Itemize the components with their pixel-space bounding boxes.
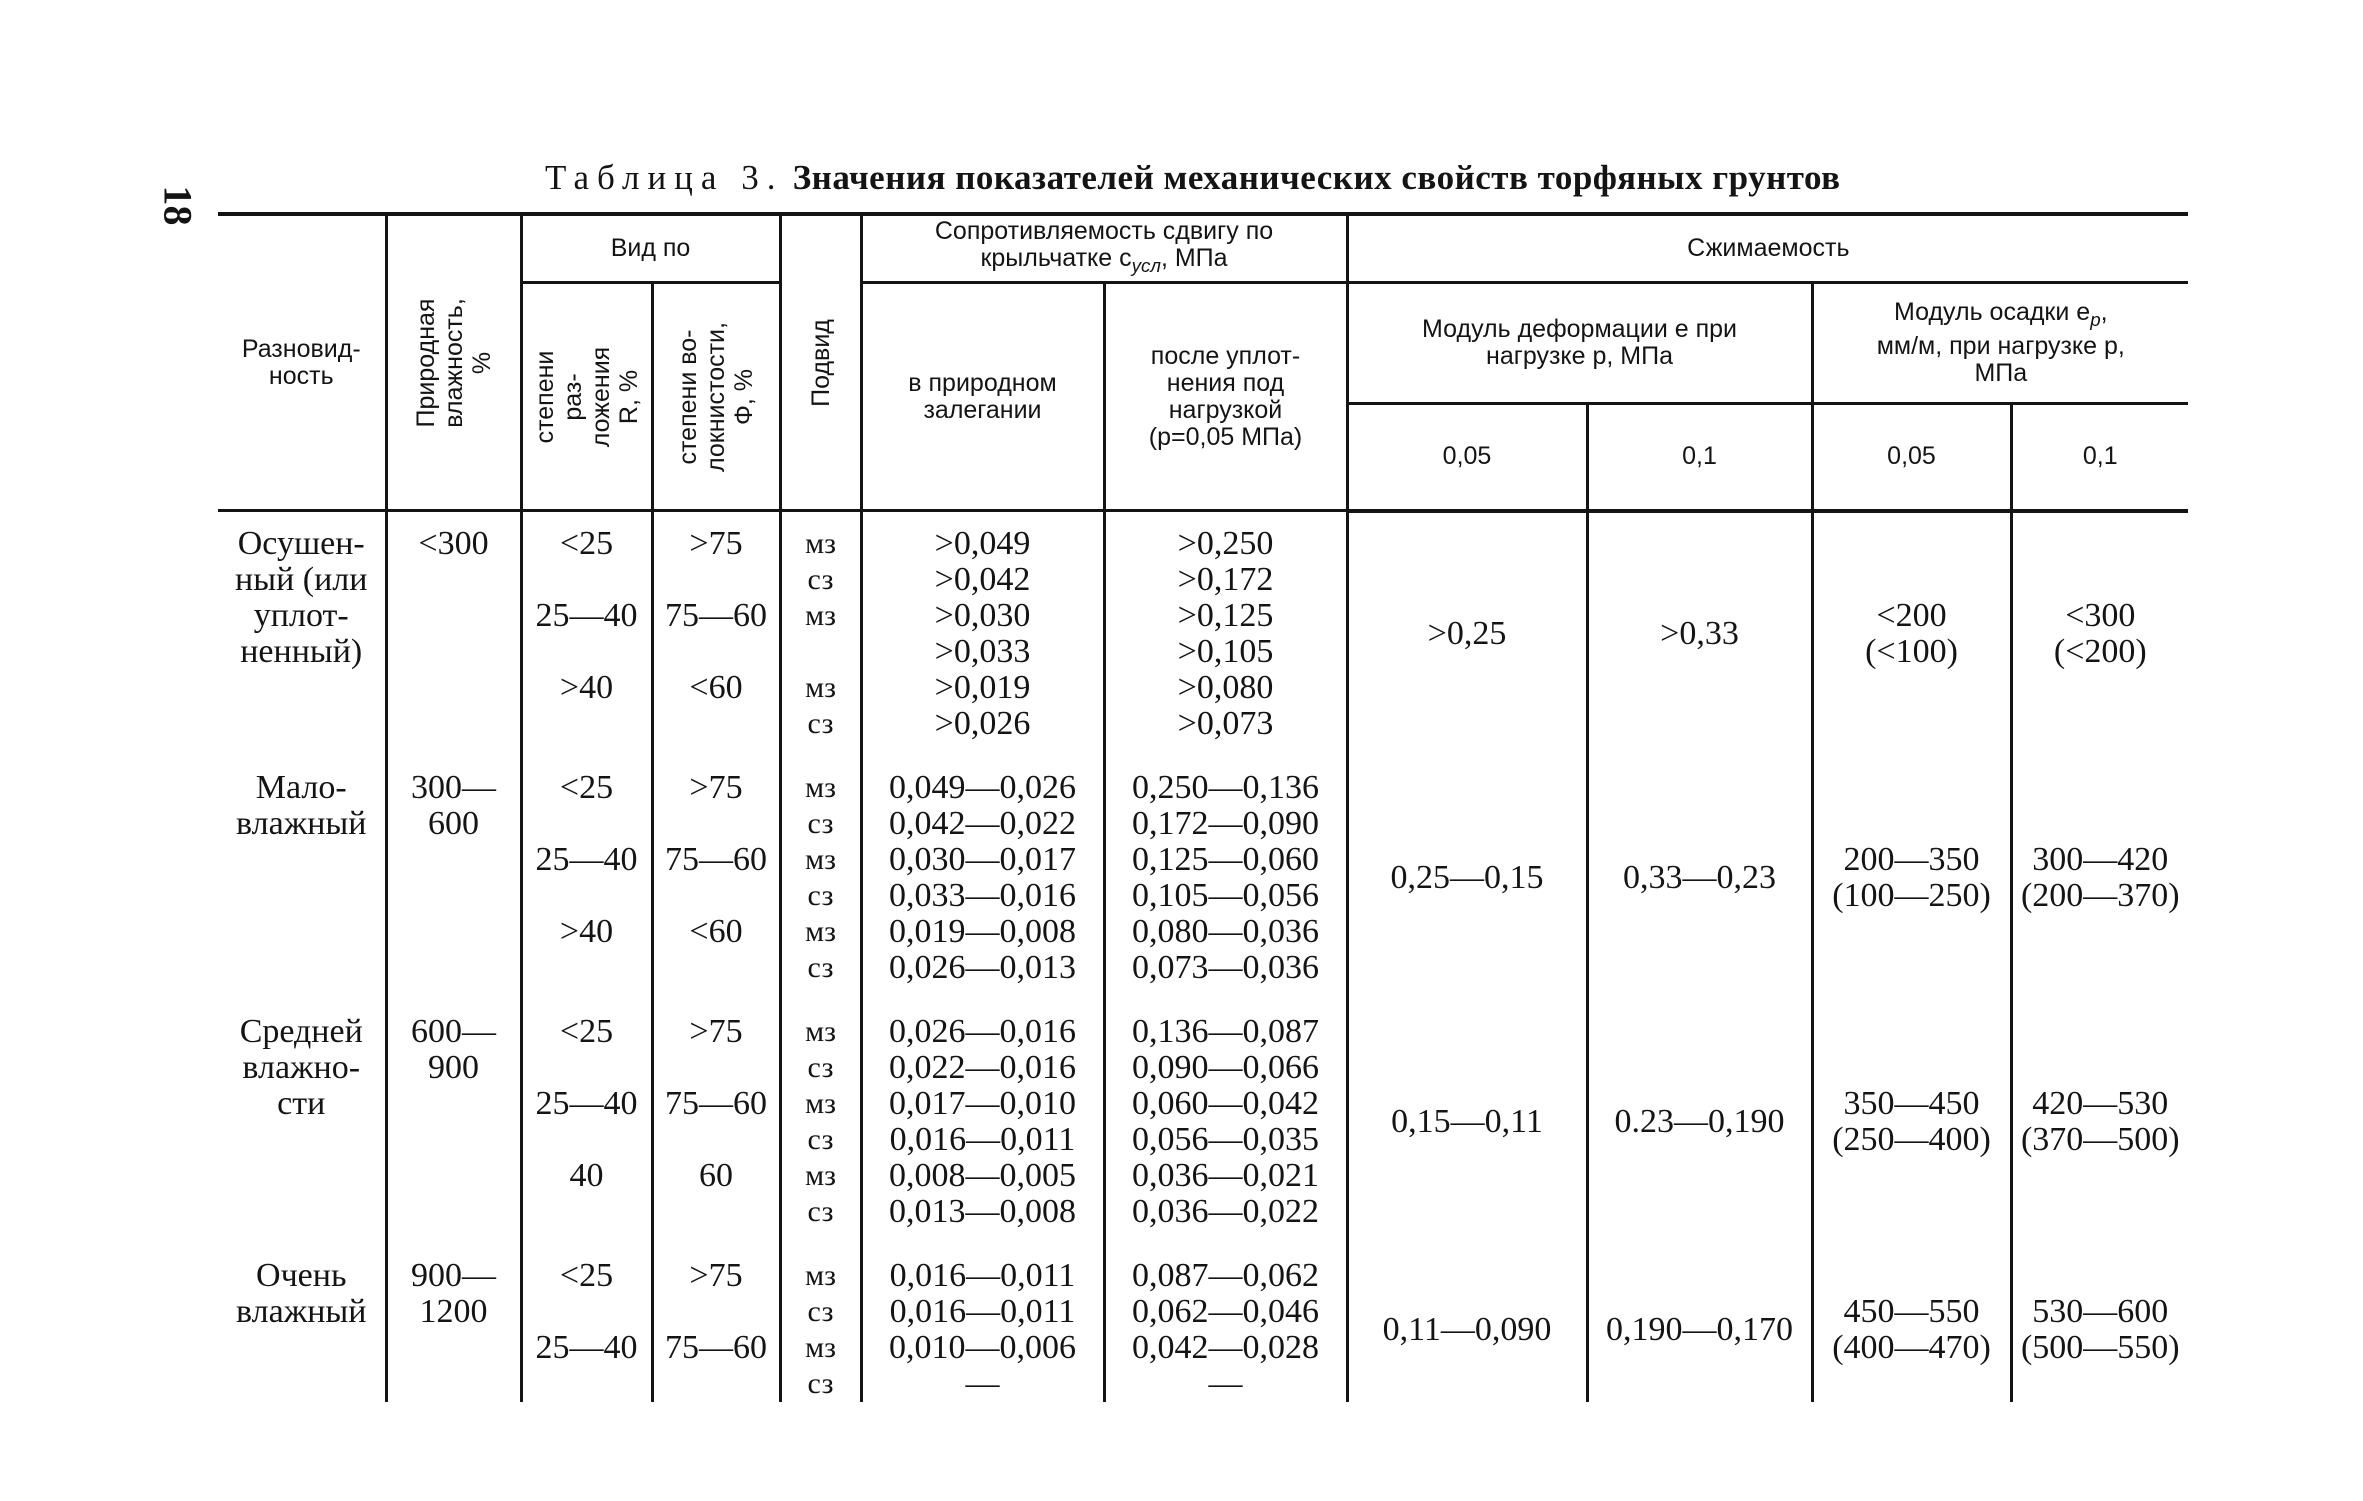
shear-compacted-cell: 0,036—0,022 [1104, 1194, 1347, 1230]
shear-compacted-cell: >0,250 [1104, 511, 1347, 563]
properties-table [218, 212, 2188, 1402]
variety-cell: Очень влажный [218, 1230, 386, 1402]
fibrousness-cell: <60 [652, 670, 780, 706]
subtype-cell: сз [780, 1050, 861, 1086]
shear-natural-cell: >0,042 [861, 562, 1104, 598]
shear-compacted-cell: 0,073—0,036 [1104, 950, 1347, 986]
table-row [218, 986, 2188, 1050]
decomposition-cell [521, 1194, 652, 1230]
decomposition-cell [521, 950, 652, 986]
subtype-cell: мз [780, 1158, 861, 1194]
def-005-cell: 0,15—0,11 [1347, 986, 1587, 1230]
set-01-cell: 300—420 (200—370) [2011, 742, 2188, 986]
fibrousness-cell [652, 562, 780, 598]
header-moisture: Природная влажность, % [386, 214, 521, 511]
decomposition-cell: 25—40 [521, 1086, 652, 1122]
set-01-cell: 530—600 (500—550) [2011, 1230, 2188, 1402]
subtype-cell: мз [780, 842, 861, 878]
decomposition-cell: 40 [521, 1158, 652, 1194]
fibrousness-cell [652, 1294, 780, 1330]
decomposition-cell [521, 1366, 652, 1402]
set-005-cell: 350—450 (250—400) [1812, 986, 2011, 1230]
moisture-cell: 600— 900 [386, 986, 521, 1230]
subtype-cell: мз [780, 914, 861, 950]
shear-natural-cell: >0,019 [861, 670, 1104, 706]
fibrousness-cell: 60 [652, 1158, 780, 1194]
shear-natural-cell: 0,017—0,010 [861, 1086, 1104, 1122]
table-row [218, 742, 2188, 806]
subtype-cell: сз [780, 1194, 861, 1230]
fibrousness-cell: >75 [652, 986, 780, 1050]
shear-compacted-cell: 0,062—0,046 [1104, 1294, 1347, 1330]
fibrousness-cell [652, 1122, 780, 1158]
decomposition-cell: 25—40 [521, 598, 652, 634]
header-settlement-modulus: Модуль осадки $e_p$, мм/м, при нагрузке p, МПа [1812, 283, 2188, 404]
decomposition-cell: <25 [521, 511, 652, 563]
def-01-cell: 0,33—0,23 [1587, 742, 1812, 986]
shear-natural-cell: >0,030 [861, 598, 1104, 634]
shear-compacted-cell: 0,136—0,087 [1104, 986, 1347, 1050]
header-compressibility: Сжимаемость [1347, 214, 2188, 283]
header-variety: Разновид- ность [218, 214, 386, 511]
moisture-cell: 900— 1200 [386, 1230, 521, 1402]
decomposition-cell [521, 806, 652, 842]
def-01-cell: 0,190—0,170 [1587, 1230, 1812, 1402]
subtype-cell: сз [780, 1122, 861, 1158]
def-01-cell: 0.23—0,190 [1587, 986, 1812, 1230]
set-01-cell: 420—530 (370—500) [2011, 986, 2188, 1230]
table-label: Таблица 3. [545, 158, 784, 197]
table-body [218, 511, 2188, 1403]
shear-compacted-cell: 0,172—0,090 [1104, 806, 1347, 842]
fibrousness-cell: >75 [652, 742, 780, 806]
shear-compacted-cell: >0,080 [1104, 670, 1347, 706]
variety-cell: Осушен- ный (или уплот- ненный) [218, 511, 386, 743]
shear-natural-cell: 0,016—0,011 [861, 1122, 1104, 1158]
set-005-cell: 200—350 (100—250) [1812, 742, 2011, 986]
decomposition-cell: 25—40 [521, 842, 652, 878]
header-compacted: после уплот- нения под нагрузкой (p=0,05 МПа) [1104, 283, 1347, 511]
shear-natural-cell: 0,013—0,008 [861, 1194, 1104, 1230]
def-01-cell: >0,33 [1587, 511, 1812, 743]
set-005-cell: 450—550 (400—470) [1812, 1230, 2011, 1402]
fibrousness-cell [652, 1366, 780, 1402]
subtype-cell: мз [780, 1230, 861, 1294]
fibrousness-cell [652, 706, 780, 742]
decomposition-cell [521, 1050, 652, 1086]
header-by-type: Вид по [521, 214, 780, 283]
header-subtype: Подвид [780, 214, 861, 511]
decomposition-cell: <25 [521, 742, 652, 806]
decomposition-cell [521, 1122, 652, 1158]
decomposition-cell: <25 [521, 1230, 652, 1294]
shear-natural-cell: 0,016—0,011 [861, 1230, 1104, 1294]
shear-compacted-cell: 0,056—0,035 [1104, 1122, 1347, 1158]
subtype-cell: мз [780, 1330, 861, 1366]
shear-compacted-cell: 0,250—0,136 [1104, 742, 1347, 806]
fibrousness-cell: <60 [652, 914, 780, 950]
subtype-cell: сз [780, 806, 861, 842]
subtype-cell: сз [780, 1294, 861, 1330]
fibrousness-cell [652, 950, 780, 986]
decomposition-cell [521, 634, 652, 670]
shear-compacted-cell: 0,060—0,042 [1104, 1086, 1347, 1122]
fibrousness-cell [652, 878, 780, 914]
shear-compacted-cell: — [1104, 1366, 1347, 1402]
shear-natural-cell: 0,026—0,016 [861, 986, 1104, 1050]
set-01-cell: <300 (<200) [2011, 511, 2188, 743]
shear-natural-cell: 0,042—0,022 [861, 806, 1104, 842]
shear-compacted-cell: 0,042—0,028 [1104, 1330, 1347, 1366]
variety-cell: Средней влажно- сти [218, 986, 386, 1230]
subtype-cell: сз [780, 706, 861, 742]
header-load-set-01: 0,1 [2011, 403, 2188, 511]
subtype-cell: мз [780, 742, 861, 806]
decomposition-cell [521, 706, 652, 742]
shear-natural-cell: 0,049—0,026 [861, 742, 1104, 806]
shear-compacted-cell: >0,125 [1104, 598, 1347, 634]
table-caption: Значения показателей механических свойств торфяных грунтов [792, 158, 1841, 197]
page-number: 18 [155, 185, 201, 226]
shear-natural-cell: 0,016—0,011 [861, 1294, 1104, 1330]
subtype-cell: мз [780, 986, 861, 1050]
header-shear: Сопротивляемость сдвигу по крыльчатке $c_{усл}$, МПа [861, 214, 1347, 283]
fibrousness-cell: 75—60 [652, 1086, 780, 1122]
fibrousness-cell: 75—60 [652, 598, 780, 634]
fibrousness-cell: >75 [652, 1230, 780, 1294]
fibrousness-cell: 75—60 [652, 1330, 780, 1366]
header-deformation-modulus: Модуль деформации е при нагрузке p, МПа [1347, 283, 1812, 404]
shear-compacted-cell: 0,036—0,021 [1104, 1158, 1347, 1194]
subtype-cell: сз [780, 878, 861, 914]
shear-natural-cell: 0,022—0,016 [861, 1050, 1104, 1086]
subtype-cell: мз [780, 670, 861, 706]
def-005-cell: >0,25 [1347, 511, 1587, 743]
fibrousness-cell [652, 634, 780, 670]
def-005-cell: 0,11—0,090 [1347, 1230, 1587, 1402]
shear-natural-cell: 0,010—0,006 [861, 1330, 1104, 1366]
subtype-cell: мз [780, 598, 861, 634]
shear-natural-cell: — [861, 1366, 1104, 1402]
fibrousness-cell: >75 [652, 511, 780, 563]
shear-compacted-cell: 0,090—0,066 [1104, 1050, 1347, 1086]
moisture-cell: <300 [386, 511, 521, 743]
decomposition-cell [521, 878, 652, 914]
fibrousness-cell: 75—60 [652, 842, 780, 878]
shear-natural-cell: >0,033 [861, 634, 1104, 670]
shear-natural-cell: 0,008—0,005 [861, 1158, 1104, 1194]
variety-cell: Мало- влажный [218, 742, 386, 986]
subtype-cell: сз [780, 1366, 861, 1402]
subtype-cell: мз [780, 1086, 861, 1122]
shear-compacted-cell: >0,073 [1104, 706, 1347, 742]
shear-compacted-cell: 0,087—0,062 [1104, 1230, 1347, 1294]
fibrousness-cell [652, 806, 780, 842]
set-005-cell: <200 (<100) [1812, 511, 2011, 743]
shear-natural-cell: 0,033—0,016 [861, 878, 1104, 914]
subtype-cell: сз [780, 950, 861, 986]
header-load-def-01: 0,1 [1587, 403, 1812, 511]
decomposition-cell: >40 [521, 914, 652, 950]
fibrousness-cell [652, 1050, 780, 1086]
header-load-def-005: 0,05 [1347, 403, 1587, 511]
shear-compacted-cell: 0,105—0,056 [1104, 878, 1347, 914]
def-005-cell: 0,25—0,15 [1347, 742, 1587, 986]
shear-compacted-cell: 0,080—0,036 [1104, 914, 1347, 950]
header-decomposition: степени раз- ложения R, % [521, 283, 652, 511]
shear-natural-cell: >0,026 [861, 706, 1104, 742]
decomposition-cell: <25 [521, 986, 652, 1050]
decomposition-cell: >40 [521, 670, 652, 706]
shear-compacted-cell: >0,172 [1104, 562, 1347, 598]
fibrousness-cell [652, 1194, 780, 1230]
subtype-cell: мз [780, 511, 861, 563]
header-load-set-005: 0,05 [1812, 403, 2011, 511]
header-natural: в природном залегании [861, 283, 1104, 511]
table-title [545, 158, 1841, 198]
subtype-cell [780, 634, 861, 670]
decomposition-cell: 25—40 [521, 1330, 652, 1366]
shear-compacted-cell: >0,105 [1104, 634, 1347, 670]
shear-natural-cell: 0,026—0,013 [861, 950, 1104, 986]
decomposition-cell [521, 562, 652, 598]
table-row [218, 1230, 2188, 1294]
shear-natural-cell: 0,019—0,008 [861, 914, 1104, 950]
shear-natural-cell: >0,049 [861, 511, 1104, 563]
shear-compacted-cell: 0,125—0,060 [1104, 842, 1347, 878]
moisture-cell: 300— 600 [386, 742, 521, 986]
shear-natural-cell: 0,030—0,017 [861, 842, 1104, 878]
subtype-cell: сз [780, 562, 861, 598]
table-row [218, 511, 2188, 563]
header-fibrousness: степени во- локнистости, Φ, % [652, 283, 780, 511]
decomposition-cell [521, 1294, 652, 1330]
